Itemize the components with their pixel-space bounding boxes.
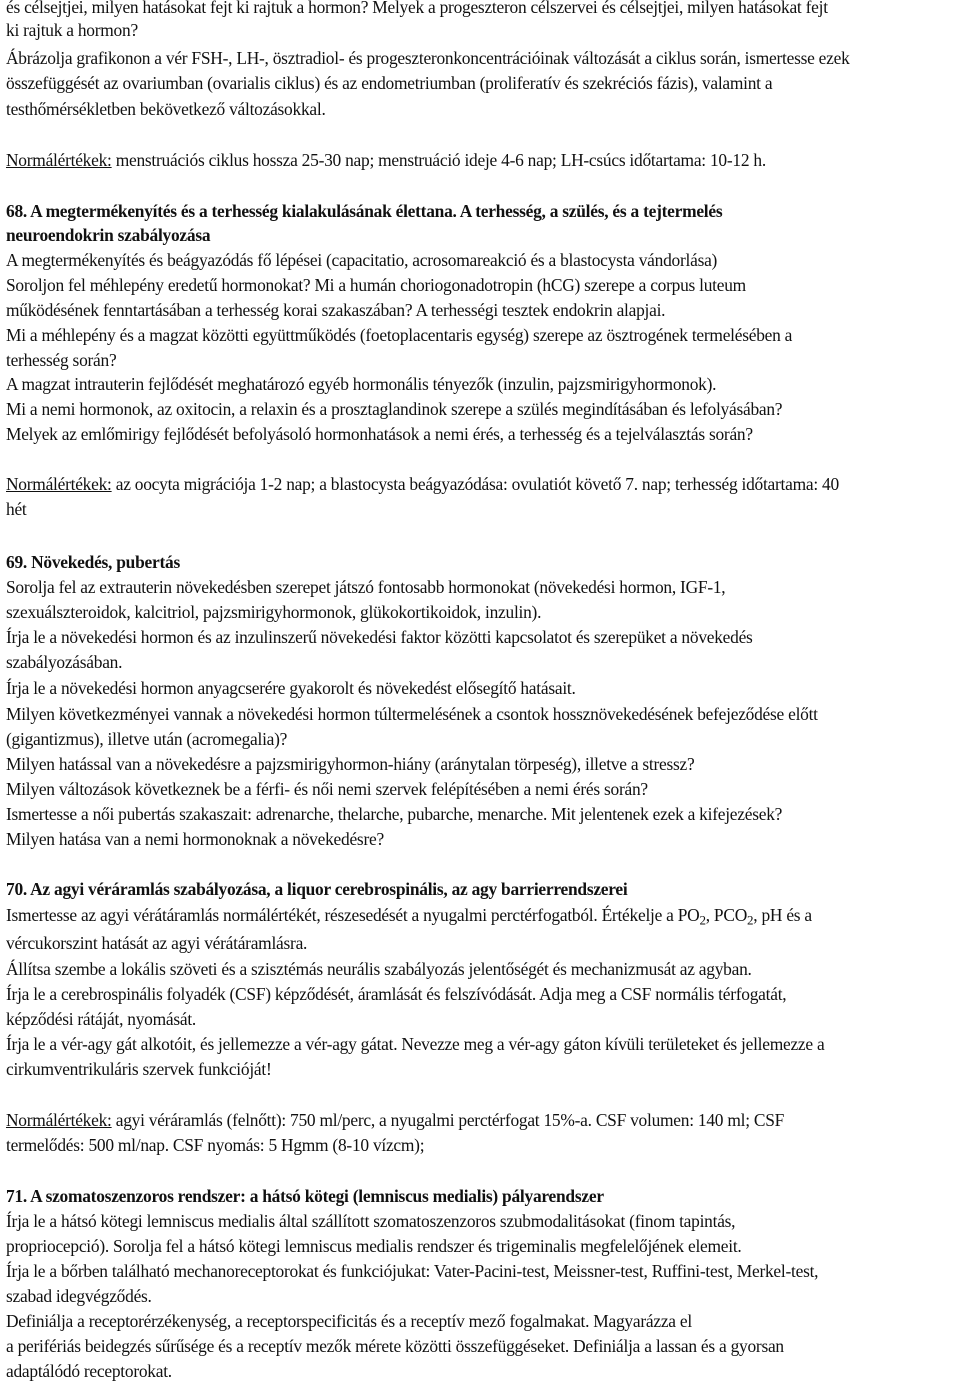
subscript: 2 — [747, 912, 754, 928]
section-69-title: 69. Növekedés, pubertás — [6, 552, 180, 572]
text-line: (gigantizmus), illetve után (acromegalia)? — [6, 729, 288, 749]
text-line: Melyek az emlőmirigy fejlődését befolyásoló hormonhatások a nemi érés, a terhesség és a tejelválasztás során? — [6, 424, 753, 444]
section-70-title: 70. Az agyi véráramlás szabályozása, a liquor cerebrospinális, az agy barrierrendszerei — [6, 879, 628, 899]
text-line: vércukorszint hatását az agyi vérátáramlásra. — [6, 933, 308, 953]
text-line: működésének fenntartásában a terhesség korai szakaszában? A terhességi tesztek endokrin alapjai. — [6, 300, 666, 320]
normal-values-line — [6, 1108, 784, 1132]
text-line: ki rajtuk a hormon? — [6, 20, 138, 40]
text-line: hét — [6, 499, 27, 519]
text-fragment: Ismertesse az agyi vérátáramlás normálértékét, részesedését a nyugalmi perctérfogatból. Értékelje a PO — [6, 905, 700, 925]
text-line: A megtermékenyítés és beágyazódás fő lépései (capacitatio, acrosomareakció és a blastocysta vándorlása) — [6, 250, 718, 270]
section-68-title: 68. A megtermékenyítés és a terhesség kialakulásának élettana. A terhesség, a szülés, és a tejtermelés — [6, 201, 723, 221]
text-line: Írja le a vér-agy gát alkotóit, és jellemezze a vér-agy gátat. Nevezze meg a vér-agy gáton kívüli területeket és jellemezze a — [6, 1034, 825, 1054]
normal-values-label: Normálértékek: — [6, 1110, 112, 1130]
text-line: Ábrázolja grafikonon a vér FSH-, LH-, ösztradiol- és progeszteronkoncentrációinak változását a ciklus során, ismertesse ezek — [6, 48, 850, 68]
text-line: Ismertesse a női pubertás szakaszait: adrenarche, thelarche, pubarche, menarche. Mit jelentenek ezek a kifejezések? — [6, 804, 783, 824]
section-71-title: 71. A szomatoszenzoros rendszer: a hátsó kötegi (lemniscus medialis) pályarendszer — [6, 1186, 604, 1206]
text-line: Milyen hatása van a nemi hormonoknak a növekedésre? — [6, 829, 384, 849]
normal-values-line — [6, 472, 839, 496]
text-line: Milyen változások következnek be a férfi- és női nemi szervek felépítésében a nemi érés során? — [6, 779, 648, 799]
text-line: képződési rátáját, nyomását. — [6, 1009, 197, 1029]
text-line: szabad idegvégződés. — [6, 1286, 152, 1306]
text-fragment: , pH és a — [753, 905, 812, 925]
text-line: összefüggését az ovariumban (ovarialis ciklus) és az endometriumban (proliferatív és szekréciós fázis), valamint a — [6, 73, 773, 93]
text-line: cirkumventrikuláris szervek funkcióját! — [6, 1059, 272, 1079]
normal-values-text: agyi véráramlás (felnőtt): 750 ml/perc, a nyugalmi perctérfogat 15%-a. CSF volumen: 140 ml; CSF — [111, 1110, 785, 1130]
text-line: Sorolja fel az extrauterin növekedésben szerepet játszó fontosabb hormonokat (növekedési hormon, IGF-1, — [6, 577, 726, 597]
text-line: terhesség során? — [6, 350, 117, 370]
subscript: 2 — [699, 912, 706, 928]
text-line: szabályozásában. — [6, 652, 123, 672]
text-line: propriocepció). Sorolja fel a hátsó kötegi lemniscus medialis rendszer és trigeminalis megfelelőjének elemeit. — [6, 1236, 742, 1256]
normal-values-label: Normálértékek: — [6, 150, 112, 170]
text-line: adaptálódó receptorokat. — [6, 1361, 172, 1381]
text-line-with-subscripts — [6, 903, 812, 932]
text-line: testhőmérsékletben bekövetkező változásokkal. — [6, 99, 326, 119]
text-line: A magzat intrauterin fejlődését meghatározó egyéb hormonális tényezők (inzulin, pajzsmirigyhormonok). — [6, 374, 717, 394]
normal-values-text: az oocyta migrációja 1-2 nap; a blastocysta beágyazódása: ovulatiót követő 7. nap; terhesség időtartama: 40 — [111, 474, 839, 494]
text-fragment: , PCO — [705, 905, 748, 925]
text-line: a perifériás beidegzés sűrűsége és a receptív mezők mérete közötti összefüggéseket. Definiálja a lassan és a gyorsan — [6, 1336, 784, 1356]
text-line: Írja le a hátsó kötegi lemniscus medialis által szállított szomatoszenzoros szubmodalitásokat (finom tapintás, — [6, 1211, 736, 1231]
text-line: Írja le a bőrben található mechanoreceptorokat és funkciójukat: Vater-Pacini-test, Meissner-test, Ruffini-test, Merkel-test, — [6, 1261, 819, 1281]
text-line: Milyen hatással van a növekedésre a pajzsmirigyhormon-hiány (aránytalan törpeség), illetve a stressz? — [6, 754, 695, 774]
section-68-title-cont: neuroendokrin szabályozása — [6, 225, 211, 245]
text-line: szexuálszteroidok, kalcitriol, pajzsmirigyhormonok, glükokortikoidok, inzulin). — [6, 602, 542, 622]
text-line: Milyen következményei vannak a növekedési hormon túltermelésének a csontok hossznövekedésének befejeződése előtt — [6, 704, 818, 724]
text-line: Írja le a cerebrospinális folyadék (CSF) képződését, áramlását és felszívódását. Adja meg a CSF normális térfogatát, — [6, 984, 787, 1004]
text-line: termelődés: 500 ml/nap. CSF nyomás: 5 Hgmm (8-10 vízcm); — [6, 1135, 425, 1155]
text-line: Soroljon fel méhlepény eredetű hormonokat? Mi a humán choriogonadotropin (hCG) szerepe a corpus luteum — [6, 275, 746, 295]
text-line: Definiálja a receptorérzékenység, a receptorspecificitás és a receptív mező fogalmakat. Magyarázza el — [6, 1311, 692, 1331]
text-line: és célsejtjei, milyen hatásokat fejt ki rajtuk a hormon? Melyek a progeszteron célszervei és célsejtjei, milyen hatásokat fejt — [6, 0, 828, 17]
normal-values-line — [6, 148, 766, 172]
text-line: Állítsa szembe a lokális szöveti és a szisztémás neurális szabályozás jelentőségét és mechanizmusát az agyban. — [6, 959, 752, 979]
normal-values-text: menstruációs ciklus hossza 25-30 nap; menstruáció ideje 4-6 nap; LH-csúcs időtartama: 10-12 h. — [111, 150, 766, 170]
text-line: Mi a nemi hormonok, az oxitocin, a relaxin és a prosztaglandinok szerepe a szülés megindításában és lefolyásában? — [6, 399, 783, 419]
normal-values-label: Normálértékek: — [6, 474, 112, 494]
text-line: Írja le a növekedési hormon és az inzulinszerű növekedési faktor közötti kapcsolatot és szerepüket a növekedés — [6, 627, 753, 647]
text-line: Írja le a növekedési hormon anyagcserére gyakorolt és növekedést elősegítő hatásait. — [6, 678, 576, 698]
text-line: Mi a méhlepény és a magzat közötti együttműködés (foetoplacentaris egység) szerepe az ösztrogének termelésében a — [6, 325, 793, 345]
